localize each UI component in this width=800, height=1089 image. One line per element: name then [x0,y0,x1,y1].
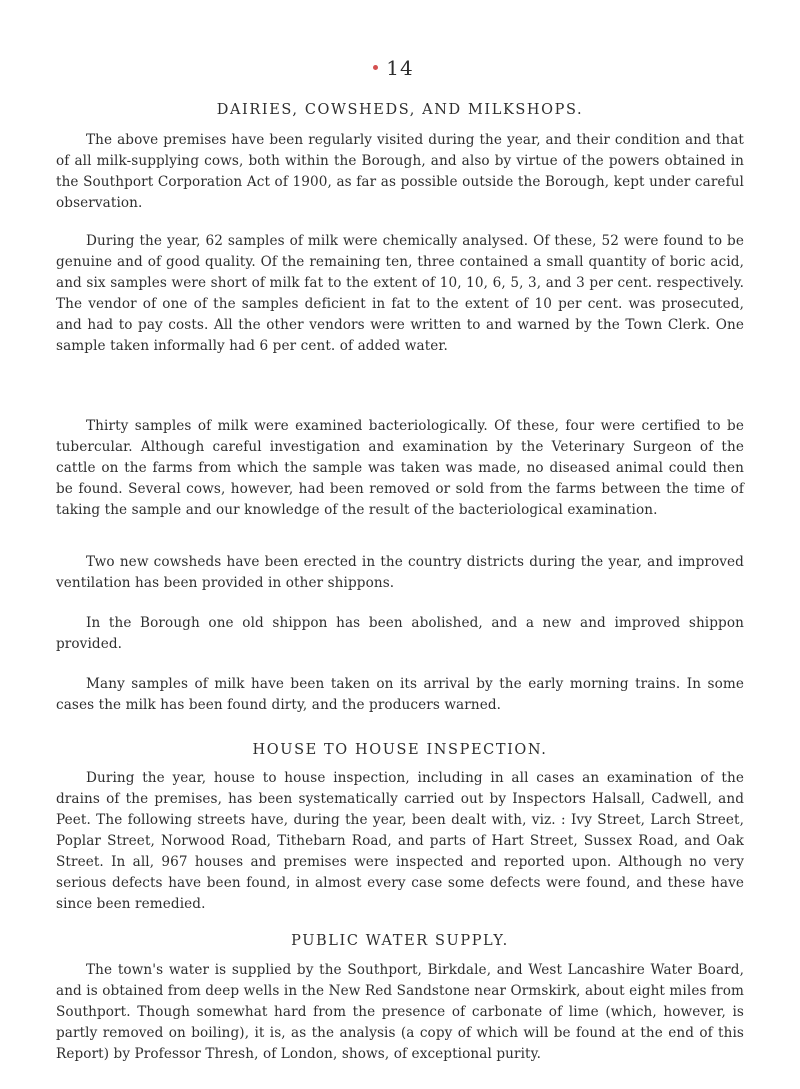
paragraph-house-inspection-1: During the year, house to house inspection, including in all cases an examination of the drains of the premises, has been systematically carried out by Inspectors Halsall, Cadwell, and Peet. The following streets have, during the year, been dealt with, viz. : Ivy Street, Larch Street, Poplar Street, Norwood Road, Tithebarn Road, and parts of Hart Street, Sussex Road, and Oak Street. In all, 967 houses and premises were inspected and reported upon. Although no very serious defects have been found, in almost every case some defects were found, and these have since been remedied. [56,770,744,912]
paragraph-dairies-2: During the year, 62 samples of milk were chemically analysed. Of these, 52 were found to be genuine and of good quality. Of the remaining ten, three contained a small quantity of boric acid, and six samples were short of milk fat to the extent of 10, 10, 6, 5, 3, and 3 per cent. respectively. The vendor of one of the samples deficient in fat to the extent of 10 per cent. was prosecuted, and had to pay costs. All the other vendors were written to and warned by the Town Clerk. One sample taken informally had 6 per cent. of added water. [56,233,744,354]
paragraph-dairies-4: Two new cowsheds have been erected in the country districts during the year, and improved ventilation has been provided in other shippons. [56,554,744,591]
section-heading-house-inspection: HOUSE TO HOUSE INSPECTION. [252,742,548,758]
paragraph-dairies-5: In the Borough one old shippon has been abolished, and a new and improved shippon provided. [56,615,744,652]
paragraph-dairies-6: Many samples of milk have been taken on its arrival by the early morning trains. In some cases the milk has been found dirty, and the producers warned. [56,676,744,713]
paragraph-dairies-1: The above premises have been regularly visited during the year, and their condition and that of all milk-supplying cows, both within the Borough, and also by virtue of the powers obtained in the Southport Corporation Act of 1900, as far as possible outside the Borough, kept under careful observation. [56,132,744,211]
ink-dot-mark [373,65,378,70]
paragraph-dairies-3: Thirty samples of milk were examined bacteriologically. Of these, four were certified to be tubercular. Although careful investigation and examination by the Veterinary Surgeon of the cattle on the farms from which the sample was taken was made, no diseased animal could then be found. Several cows, however, had been removed or sold from the farms between the time of taking the sample and our knowledge of the result of the bacteriological examination. [56,418,744,518]
paragraph-water-supply-1: The town's water is supplied by the Southport, Birkdale, and West Lancashire Water Board, and is obtained from deep wells in the New Red Sandstone near Ormskirk, about eight miles from Southport. Though somewhat hard from the presence of carbonate of lime (which, however, is partly removed on boiling), it is, as the analysis (a copy of which will be found at the end of this Report) by Professor Thresh, of London, shows, of exceptional purity. [56,962,744,1062]
page-number: 14 [386,56,414,80]
section-heading-water-supply: PUBLIC WATER SUPPLY. [291,933,509,949]
section-heading-dairies: DAIRIES, COWSHEDS, AND MILKSHOPS. [216,102,584,118]
